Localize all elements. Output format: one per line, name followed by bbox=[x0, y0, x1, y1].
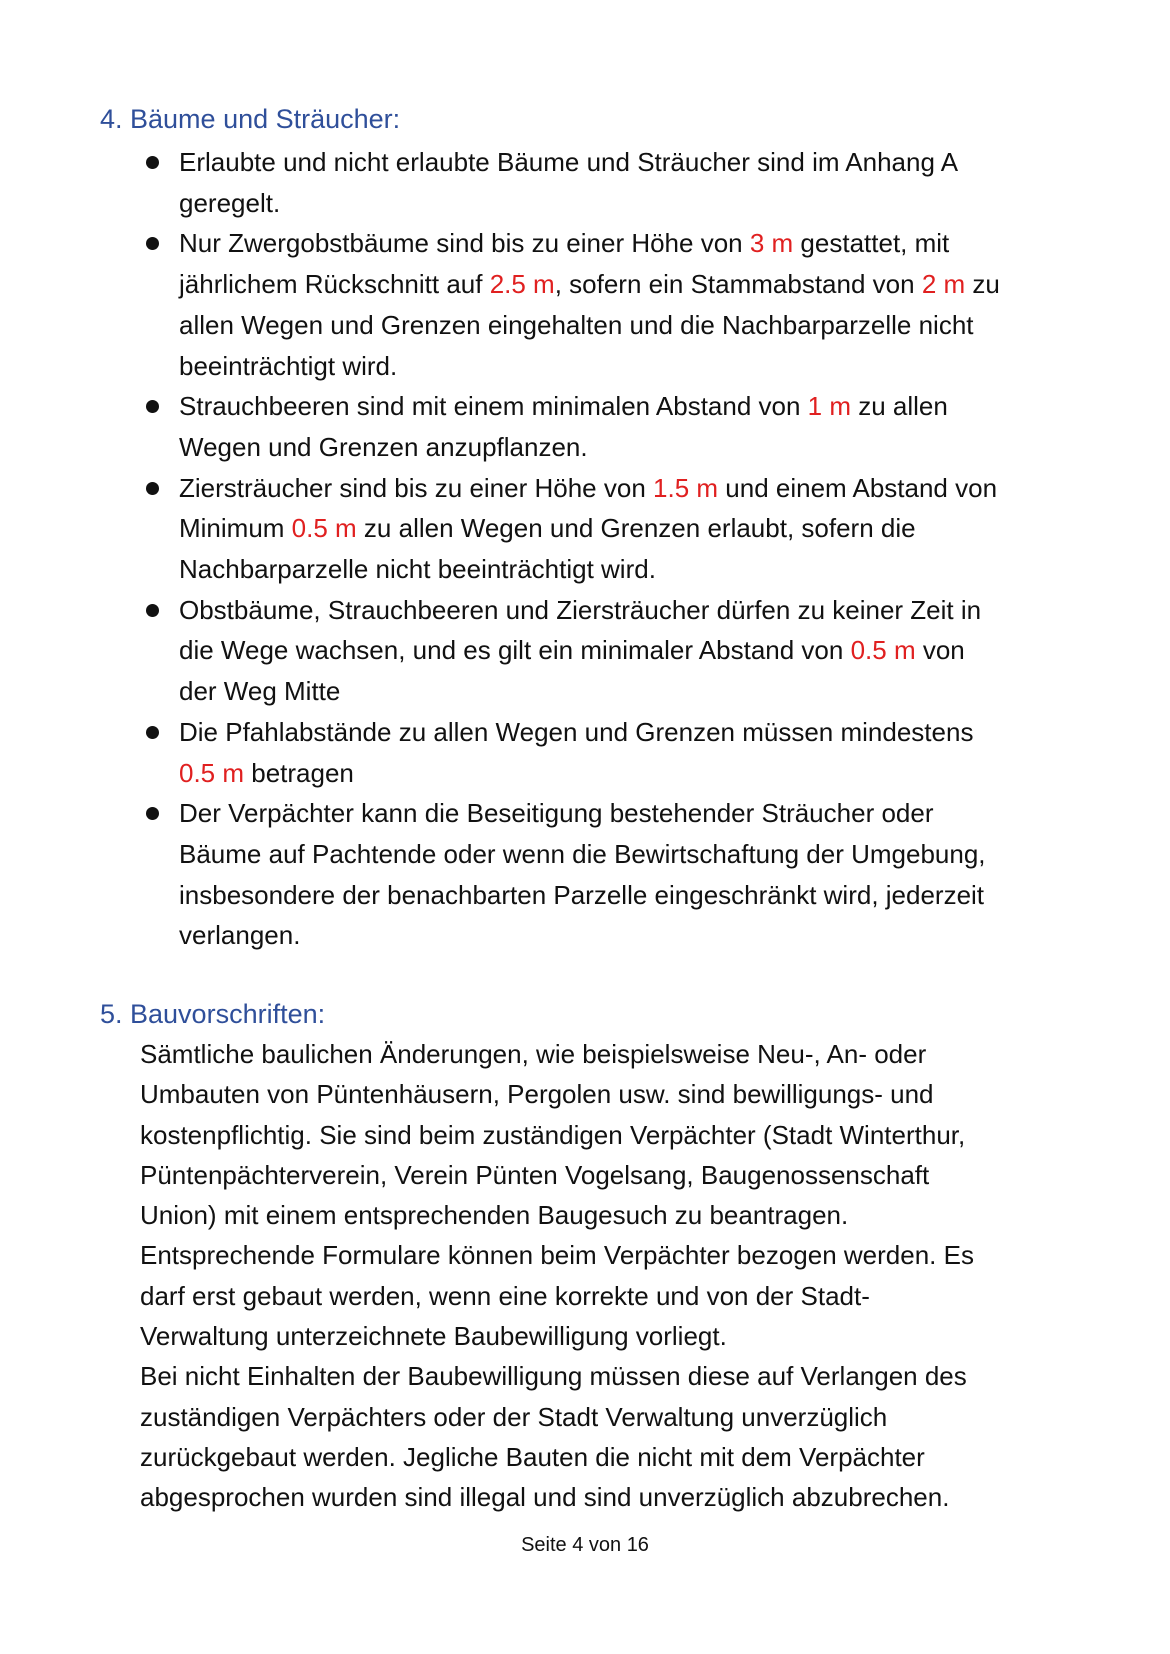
list-item-line bbox=[179, 549, 1079, 590]
text-segment: zu allen Wegen und Grenzen erlaubt, sofern die bbox=[356, 513, 916, 544]
paragraph-line: zuständigen Verpächters oder der Stadt Verwaltung unverzüglich bbox=[140, 1401, 888, 1432]
text-segment: betragen bbox=[244, 757, 354, 788]
list-item bbox=[0, 142, 1170, 223]
text-segment: Nachbarparzelle nicht beeinträchtigt wird. bbox=[179, 554, 656, 585]
bullet-icon bbox=[146, 482, 159, 495]
highlighted-measurement: 2.5 m bbox=[489, 269, 555, 300]
section-heading-building-rules: 5. Bauvorschriften: bbox=[100, 999, 326, 1029]
paragraph-line: kostenpflichtig. Sie sind beim zuständigen Verpächter (Stadt Winterthur, bbox=[140, 1119, 966, 1150]
bullet-icon bbox=[146, 604, 159, 617]
text-segment: verlangen. bbox=[179, 920, 301, 951]
list-item-line bbox=[179, 915, 1079, 956]
list-item-line bbox=[179, 793, 1079, 834]
bullet-icon bbox=[146, 726, 159, 739]
list-item-line bbox=[179, 508, 1079, 549]
highlighted-measurement: 1 m bbox=[807, 391, 852, 422]
paragraph-line: Verwaltung unterzeichnete Baubewilligung vorliegt. bbox=[140, 1321, 727, 1352]
list-item-line bbox=[179, 346, 1079, 387]
paragraph-line: Umbauten von Püntenhäusern, Pergolen usw. sind bewilligungs- und bbox=[140, 1079, 934, 1110]
text-segment: jährlichem Rückschnitt auf bbox=[179, 269, 490, 300]
list-item bbox=[0, 793, 1170, 956]
page-number: Seite 4 von 16 bbox=[521, 1534, 649, 1556]
list-item bbox=[0, 712, 1170, 793]
building-rules-paragraph bbox=[140, 1034, 1100, 1518]
highlighted-measurement: 0.5 m bbox=[850, 635, 916, 666]
text-segment: Nur Zwergobstbäume sind bis zu einer Höhe von bbox=[179, 228, 750, 259]
list-item-line bbox=[179, 468, 1079, 509]
paragraph-line: Püntenpächterverein, Verein Pünten Vogelsang, Baugenossenschaft bbox=[140, 1159, 930, 1190]
paragraph-line: Entsprechende Formulare können beim Verpächter bezogen werden. Es bbox=[140, 1240, 974, 1271]
section-heading-trees-shrubs: 4. Bäume und Sträucher: bbox=[100, 104, 401, 134]
highlighted-measurement: 0.5 m bbox=[291, 513, 357, 544]
paragraph-line: Bei nicht Einhalten der Baubewilligung müssen diese auf Verlangen des bbox=[140, 1361, 967, 1392]
highlighted-measurement: 3 m bbox=[749, 228, 794, 259]
list-item-line bbox=[179, 875, 1079, 916]
highlighted-measurement: 1.5 m bbox=[653, 472, 719, 503]
list-item-line bbox=[179, 305, 1079, 346]
list-item-line bbox=[179, 630, 1079, 671]
list-item-line bbox=[179, 753, 1079, 794]
highlighted-measurement: 2 m bbox=[921, 269, 966, 300]
text-segment: , sofern ein Stammabstand von bbox=[554, 269, 922, 300]
list-item-line bbox=[179, 264, 1079, 305]
text-segment: gestattet, mit bbox=[793, 228, 950, 259]
text-segment: beeinträchtigt wird. bbox=[179, 350, 398, 381]
text-segment: Strauchbeeren sind mit einem minimalen Abstand von bbox=[179, 391, 808, 422]
text-segment: Minimum bbox=[179, 513, 292, 544]
list-item-line bbox=[179, 834, 1079, 875]
text-segment: zu allen bbox=[851, 391, 948, 422]
list-item bbox=[0, 590, 1170, 712]
bullet-icon bbox=[146, 237, 159, 250]
text-segment: der Weg Mitte bbox=[179, 676, 341, 707]
paragraph-line: zurückgebaut werden. Jegliche Bauten die nicht mit dem Verpächter bbox=[140, 1441, 925, 1472]
text-segment: zu bbox=[965, 269, 1000, 300]
text-segment: Erlaubte und nicht erlaubte Bäume und Sträucher sind im Anhang A bbox=[179, 147, 959, 177]
list-item-line bbox=[179, 712, 1079, 753]
text-segment: Der Verpächter kann die Beseitigung bestehender Sträucher oder bbox=[179, 798, 934, 829]
paragraph-line: abgesprochen wurden sind illegal und sind unverzüglich abzubrechen. bbox=[140, 1482, 950, 1513]
list-item-line bbox=[179, 223, 1079, 264]
trees-shrubs-rules-list bbox=[0, 142, 1170, 956]
text-segment: Die Pfahlabstände zu allen Wegen und Grenzen müssen mindestens bbox=[179, 716, 974, 747]
bullet-icon bbox=[146, 807, 159, 820]
text-segment: die Wege wachsen, und es gilt ein minimaler Abstand von bbox=[179, 635, 851, 666]
text-segment: von bbox=[915, 635, 965, 666]
list-item-line bbox=[179, 590, 1079, 631]
text-segment: und einem Abstand von bbox=[718, 472, 998, 503]
text-segment: geregelt. bbox=[179, 187, 281, 218]
list-item-line bbox=[179, 386, 1079, 427]
list-item-line bbox=[179, 427, 1079, 468]
bullet-icon bbox=[146, 400, 159, 413]
list-item bbox=[0, 468, 1170, 590]
paragraph-line: Union) mit einem entsprechenden Baugesuch zu beantragen. bbox=[140, 1200, 849, 1231]
bullet-icon bbox=[146, 156, 159, 169]
list-item-line bbox=[179, 142, 1079, 183]
text-segment: Obstbäume, Strauchbeeren und Ziersträucher dürfen zu keiner Zeit in bbox=[179, 594, 982, 625]
list-item-line bbox=[179, 671, 1079, 712]
list-item bbox=[0, 386, 1170, 467]
text-segment: allen Wegen und Grenzen eingehalten und die Nachbarparzelle nicht bbox=[179, 309, 974, 340]
text-segment: Ziersträucher sind bis zu einer Höhe von bbox=[179, 472, 654, 503]
paragraph-line: Sämtliche baulichen Änderungen, wie beispielsweise Neu-, An- oder bbox=[140, 1039, 927, 1069]
text-segment: Wegen und Grenzen anzupflanzen. bbox=[179, 431, 588, 462]
text-segment: Bäume auf Pachtende oder wenn die Bewirtschaftung der Umgebung, bbox=[179, 838, 986, 869]
text-segment: insbesondere der benachbarten Parzelle eingeschränkt wird, jederzeit bbox=[179, 879, 985, 910]
list-item bbox=[0, 223, 1170, 386]
list-item-line bbox=[179, 183, 1079, 224]
highlighted-measurement: 0.5 m bbox=[179, 757, 245, 788]
paragraph-line: darf erst gebaut werden, wenn eine korrekte und von der Stadt- bbox=[140, 1280, 870, 1311]
